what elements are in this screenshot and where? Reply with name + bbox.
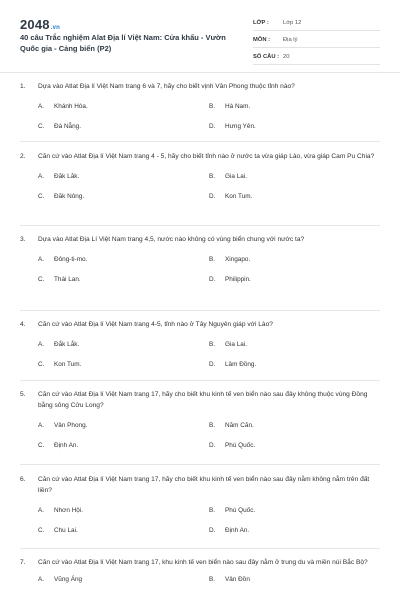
- question-divider: [20, 464, 380, 465]
- question-3: [20, 234, 380, 285]
- option-b[interactable]: B. Năm Căn.: [209, 422, 254, 429]
- option-b[interactable]: B. Gia Lai.: [209, 341, 248, 348]
- quiz-meta: [253, 16, 380, 67]
- meta-question-count: [253, 50, 380, 65]
- meta-grade: [253, 16, 380, 31]
- question-divider: [20, 225, 380, 226]
- meta-subject: [253, 33, 380, 48]
- option-d[interactable]: D. Kon Tum.: [209, 193, 253, 200]
- question-text: Căn cứ vào Atlat Địa lí Việt Nam trang 17, hãy cho biết khu kinh tế ven biển nào sau đây không thuộc vùng Đồng bằng sông Cửu Long?: [38, 391, 368, 409]
- meta-key: MÔN :: [253, 37, 271, 43]
- question-text: Dựa vào Atlat Địa lí Việt Nam trang 6 và 7, hãy cho biết vịnh Vân Phong thuộc tỉnh nào?: [38, 83, 295, 90]
- meta-key: SỐ CÂU :: [253, 54, 280, 60]
- option-d[interactable]: D. Lâm Đồng.: [209, 361, 257, 368]
- option-b[interactable]: B. Hà Nam.: [209, 103, 251, 110]
- option-a[interactable]: A. Đăk Lăk.: [38, 173, 80, 180]
- page-header: [0, 0, 400, 68]
- question-divider: [20, 548, 380, 549]
- option-a[interactable]: A. Nhơn Hội.: [38, 507, 84, 514]
- question-number: 1.: [20, 83, 26, 90]
- option-a[interactable]: A. Đông-ti-mo.: [38, 256, 88, 263]
- option-a[interactable]: A. Vân Phong.: [38, 422, 88, 429]
- question-divider: [20, 310, 380, 311]
- option-b[interactable]: B. Phú Quốc.: [209, 507, 256, 514]
- option-b[interactable]: B. Vân Đồn: [209, 576, 250, 583]
- question-1: [20, 81, 380, 132]
- meta-value: Lớp 12: [283, 20, 302, 26]
- option-c[interactable]: C. Đà Nẵng.: [38, 123, 81, 130]
- question-text: Căn cứ vào Atlat Địa lí Việt Nam trang 4 - 5, hãy cho biết tỉnh nào ở nước ta vừa giáp Lào, vừa giáp Cam Pu Chia?: [38, 153, 375, 160]
- meta-value: 20: [283, 54, 290, 60]
- site-logo[interactable]: 2048.vn: [20, 17, 61, 32]
- option-c[interactable]: C. Thái Lan.: [38, 276, 81, 283]
- option-c[interactable]: C. Kon Tum.: [38, 361, 82, 368]
- option-a[interactable]: A. Khánh Hòa.: [38, 103, 88, 110]
- option-b[interactable]: B. Xingapo.: [209, 256, 251, 263]
- question-text: Dựa vào Atlat Địa Lí Việt Nam trang 4,5, nước nào không có vùng biển chung với nước ta?: [38, 236, 305, 243]
- question-text: Căn cứ vào Atlat Địa lí Việt Nam trang 17, hãy cho biết khu kinh tế ven biển nào sau đây nằm không nằm trên đất liền?: [38, 476, 370, 494]
- question-number: 3.: [20, 236, 26, 243]
- question-number: 6.: [20, 476, 26, 483]
- option-d[interactable]: D. Hưng Yên.: [209, 123, 256, 130]
- question-text: Căn cứ vào Atlat Địa lí Việt Nam trang 4-5, tỉnh nào ở Tây Nguyên giáp với Lào?: [38, 321, 273, 328]
- option-c[interactable]: C. Đăk Nông.: [38, 193, 85, 200]
- option-d[interactable]: D. Phú Quốc.: [209, 442, 256, 449]
- option-c[interactable]: C. Định An.: [38, 442, 79, 449]
- question-5: [20, 389, 380, 451]
- question-text: Căn cứ vào Atlat Địa lí Việt Nam trang 17, khu kinh tế ven biển nào sau đây nằm ở trung du và miền núi Bắc Bộ?: [38, 559, 368, 566]
- question-number: 2.: [20, 153, 26, 160]
- question-7: [20, 557, 380, 585]
- option-b[interactable]: B. Gia Lai.: [209, 173, 248, 180]
- question-2: [20, 151, 380, 202]
- question-number: 7.: [20, 559, 26, 566]
- option-c[interactable]: C. Chu Lai.: [38, 527, 78, 534]
- meta-key: LỚP :: [253, 20, 269, 26]
- question-4: [20, 319, 380, 370]
- quiz-title: 40 câu Trắc nghiệm Alat Địa lí Việt Nam: Cửa khẩu - Vườn Quốc gia - Cảng biển (P2): [20, 33, 226, 53]
- option-a[interactable]: A. Đắk Lắk.: [38, 341, 80, 348]
- option-a[interactable]: A. Vũng Áng: [38, 576, 83, 583]
- header-divider: [0, 72, 400, 73]
- question-number: 5.: [20, 391, 26, 398]
- option-d[interactable]: D. Định An.: [209, 527, 250, 534]
- question-number: 4.: [20, 321, 26, 328]
- question-divider: [20, 141, 380, 142]
- question-6: [20, 474, 380, 536]
- question-divider: [20, 380, 380, 381]
- option-d[interactable]: D. Philippin.: [209, 276, 251, 283]
- meta-value: Địa lý: [283, 37, 298, 43]
